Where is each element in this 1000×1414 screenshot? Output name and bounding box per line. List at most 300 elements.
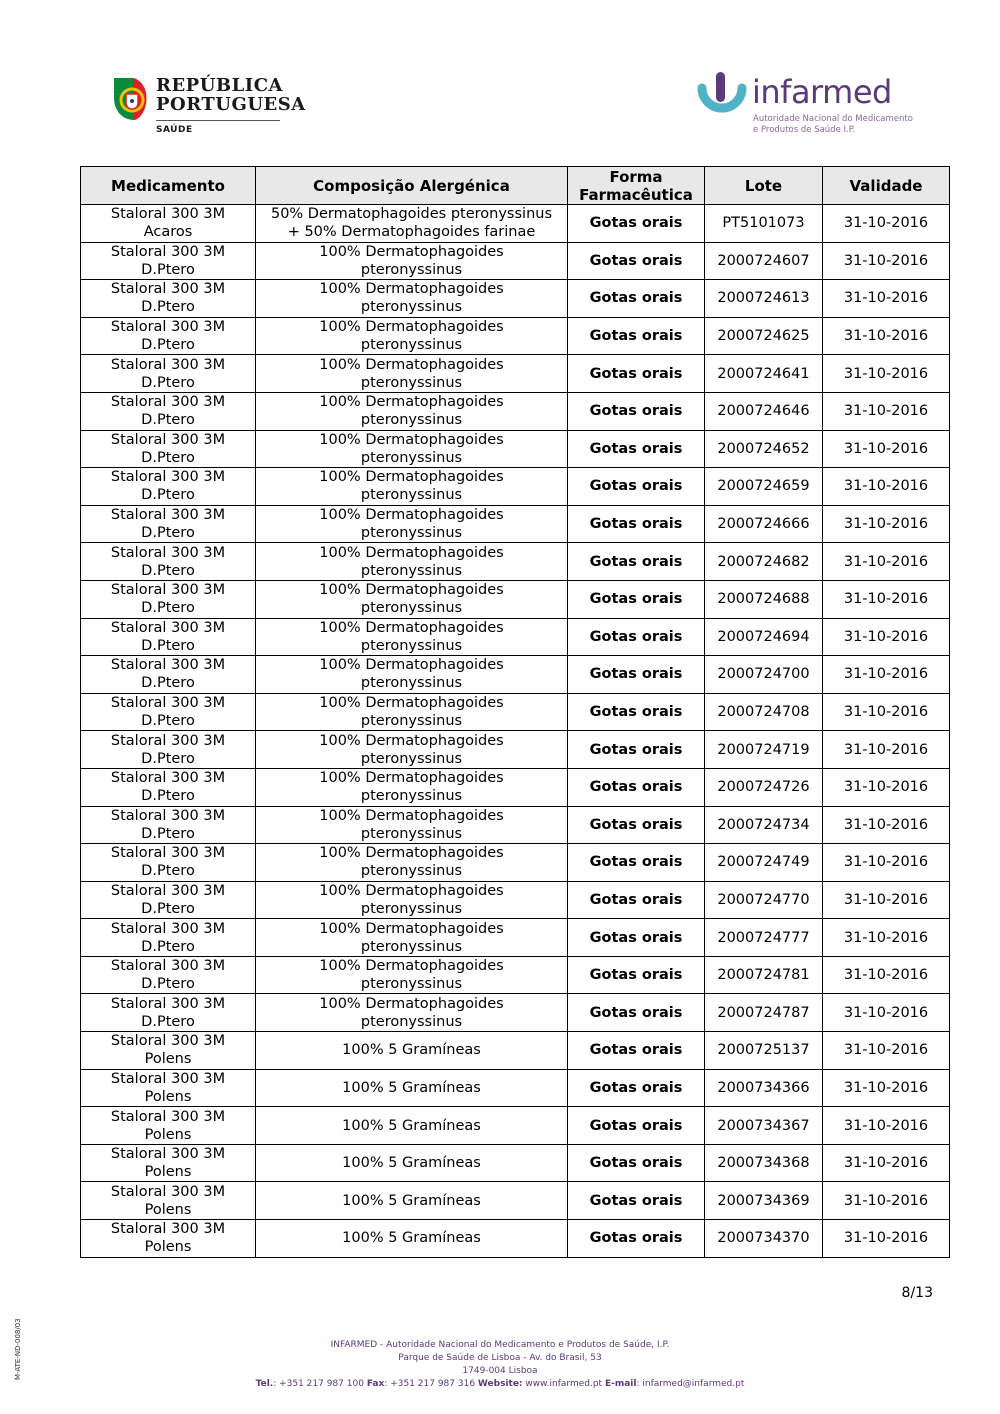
cell-medicamento-line: D.Ptero [141, 1013, 195, 1030]
cell-validade: 31-10-2016 [823, 1182, 950, 1220]
cell-forma: Gotas orais [568, 618, 705, 656]
cell-medicamento-line: Acaros [143, 224, 193, 241]
cell-lote: 2000734368 [705, 1144, 823, 1182]
cell-lote: 2000724708 [705, 693, 823, 731]
cell-medicamento [81, 1069, 256, 1107]
cell-lote: 2000734370 [705, 1220, 823, 1258]
cell-medicamento-line: Staloral 300 3M [110, 1108, 226, 1125]
cell-medicamento-line: D.Ptero [141, 750, 195, 767]
cell-validade: 31-10-2016 [823, 280, 950, 318]
cell-composicao [256, 242, 568, 280]
cell-composicao-line: pteronyssinus [360, 675, 463, 692]
cell-medicamento-line: Staloral 300 3M [110, 995, 226, 1012]
cell-composicao-line: pteronyssinus [360, 1013, 463, 1030]
cell-medicamento [81, 468, 256, 506]
fax-value: : +351 217 987 316 [384, 1379, 476, 1389]
table-row [81, 392, 950, 430]
cell-composicao-line: 100% Dermatophagoides [319, 469, 504, 486]
cell-medicamento-line: D.Ptero [141, 261, 195, 278]
cell-composicao-line: pteronyssinus [360, 900, 463, 917]
cell-composicao-line: pteronyssinus [360, 637, 463, 654]
cell-medicamento [81, 1032, 256, 1070]
cell-validade: 31-10-2016 [823, 355, 950, 393]
cell-medicamento [81, 994, 256, 1032]
cell-validade: 31-10-2016 [823, 956, 950, 994]
cell-medicamento-line: Staloral 300 3M [110, 356, 226, 373]
cell-composicao [256, 956, 568, 994]
cell-composicao-line: 100% Dermatophagoides [319, 882, 504, 899]
cell-composicao [256, 1032, 568, 1070]
cell-composicao-line: pteronyssinus [360, 487, 463, 504]
cell-validade: 31-10-2016 [823, 768, 950, 806]
table-row [81, 1032, 950, 1070]
cell-composicao [256, 205, 568, 243]
cell-validade: 31-10-2016 [823, 580, 950, 618]
cell-composicao-line: 100% Dermatophagoides [319, 356, 504, 373]
cell-medicamento-line: D.Ptero [141, 675, 195, 692]
table-row [81, 1220, 950, 1258]
website-label: Website: [477, 1379, 523, 1389]
cell-lote: 2000724781 [705, 956, 823, 994]
cell-composicao-line: 100% Dermatophagoides [319, 732, 504, 749]
cell-medicamento [81, 430, 256, 468]
cell-composicao-line: pteronyssinus [360, 337, 463, 354]
email-label: E-mail [604, 1379, 637, 1389]
cell-composicao-line: 100% 5 Gramíneas [342, 1230, 481, 1247]
table-row [81, 317, 950, 355]
cell-lote: PT5101073 [705, 205, 823, 243]
cell-composicao-line: 100% Dermatophagoides [319, 243, 504, 260]
table-row [81, 768, 950, 806]
cell-composicao-line: pteronyssinus [360, 299, 463, 316]
fax-label: Fax [366, 1379, 385, 1389]
cell-medicamento-line: Staloral 300 3M [110, 619, 226, 636]
cell-lote: 2000724646 [705, 392, 823, 430]
cell-forma: Gotas orais [568, 656, 705, 694]
table-row [81, 881, 950, 919]
cell-composicao [256, 1107, 568, 1145]
table-row [81, 280, 950, 318]
footer-line3: 1749-004 Lisboa [462, 1366, 538, 1376]
cell-medicamento-line: Staloral 300 3M [110, 243, 226, 260]
cell-validade: 31-10-2016 [823, 392, 950, 430]
cell-medicamento [81, 205, 256, 243]
rp-line2: PORTUGUESA [156, 94, 306, 115]
cell-composicao-line: 100% Dermatophagoides [319, 619, 504, 636]
cell-validade: 31-10-2016 [823, 919, 950, 957]
cell-forma: Gotas orais [568, 430, 705, 468]
footer-line1: INFARMED - Autoridade Nacional do Medicamento e Produtos de Saúde, I.P. [330, 1340, 670, 1350]
lots-table [80, 166, 950, 1258]
cell-medicamento-line: Staloral 300 3M [110, 1146, 226, 1163]
cell-composicao-line: 50% Dermatophagoides pteronyssinus [270, 206, 553, 223]
cell-medicamento [81, 355, 256, 393]
cell-lote: 2000724777 [705, 919, 823, 957]
tel-label: Tel. [255, 1379, 274, 1389]
cell-composicao [256, 543, 568, 581]
table-row [81, 580, 950, 618]
cell-lote: 2000734369 [705, 1182, 823, 1220]
cell-forma: Gotas orais [568, 242, 705, 280]
cell-medicamento [81, 693, 256, 731]
cell-composicao [256, 280, 568, 318]
table-row [81, 355, 950, 393]
cell-lote: 2000724749 [705, 844, 823, 882]
cell-composicao-line: pteronyssinus [360, 976, 463, 993]
cell-medicamento-line: Staloral 300 3M [110, 1183, 226, 1200]
cell-validade: 31-10-2016 [823, 618, 950, 656]
cell-composicao [256, 1182, 568, 1220]
cell-lote: 2000724652 [705, 430, 823, 468]
cell-composicao [256, 430, 568, 468]
cell-composicao-line: 100% Dermatophagoides [319, 995, 504, 1012]
table-row [81, 1107, 950, 1145]
footer-line2: Parque de Saúde de Lisboa - Av. do Brasil, 53 [398, 1353, 602, 1363]
cell-composicao-line: 100% Dermatophagoides [319, 507, 504, 524]
cell-forma: Gotas orais [568, 317, 705, 355]
table-row [81, 844, 950, 882]
cell-medicamento-line: Staloral 300 3M [110, 770, 226, 787]
cell-composicao-line: pteronyssinus [360, 938, 463, 955]
cell-validade: 31-10-2016 [823, 1107, 950, 1145]
table-row [81, 919, 950, 957]
cell-lote: 2000724734 [705, 806, 823, 844]
cell-medicamento-line: Polens [144, 1239, 192, 1256]
header-validade: Validade [823, 167, 950, 205]
cell-composicao-line: pteronyssinus [360, 261, 463, 278]
cell-forma: Gotas orais [568, 543, 705, 581]
infarmed-logo [696, 70, 913, 140]
page-number: 8/13 [901, 1285, 933, 1301]
cell-medicamento-line: D.Ptero [141, 299, 195, 316]
cell-composicao-line: pteronyssinus [360, 412, 463, 429]
cell-forma: Gotas orais [568, 806, 705, 844]
cell-composicao-line: 100% 5 Gramíneas [342, 1117, 481, 1134]
rp-subtitle: SAÚDE [156, 125, 193, 135]
cell-medicamento-line: Staloral 300 3M [110, 657, 226, 674]
cell-composicao-line: 100% Dermatophagoides [319, 582, 504, 599]
cell-composicao [256, 768, 568, 806]
cell-lote: 2000724666 [705, 505, 823, 543]
cell-medicamento-line: Polens [144, 1126, 192, 1143]
cell-medicamento-line: Staloral 300 3M [110, 206, 226, 223]
cell-medicamento-line: Staloral 300 3M [110, 882, 226, 899]
cell-composicao-line: 100% Dermatophagoides [319, 920, 504, 937]
cell-medicamento [81, 1107, 256, 1145]
cell-composicao-line: + 50% Dermatophagoides farinae [287, 224, 536, 241]
cell-validade: 31-10-2016 [823, 430, 950, 468]
cell-composicao [256, 881, 568, 919]
cell-medicamento [81, 768, 256, 806]
table-row [81, 1069, 950, 1107]
table-row [81, 693, 950, 731]
cell-medicamento-line: Polens [144, 1051, 192, 1068]
cell-composicao-line: pteronyssinus [360, 374, 463, 391]
cell-composicao-line: 100% 5 Gramíneas [342, 1192, 481, 1209]
cell-lote: 2000724719 [705, 731, 823, 769]
cell-composicao-line: pteronyssinus [360, 449, 463, 466]
cell-composicao-line: 100% 5 Gramíneas [342, 1079, 481, 1096]
infarmed-tagline-2: e Produtos de Saúde I.P. [753, 125, 856, 135]
cell-lote: 2000725137 [705, 1032, 823, 1070]
cell-forma: Gotas orais [568, 693, 705, 731]
cell-medicamento-line: D.Ptero [141, 600, 195, 617]
header-composicao: Composição Alergénica [256, 167, 568, 205]
cell-medicamento-line: D.Ptero [141, 337, 195, 354]
cell-forma: Gotas orais [568, 1107, 705, 1145]
infarmed-tagline-1: Autoridade Nacional do Medicamento [753, 114, 913, 124]
cell-medicamento [81, 1144, 256, 1182]
cell-composicao [256, 1069, 568, 1107]
footer-contacts [0, 1378, 1000, 1391]
cell-medicamento-line: Staloral 300 3M [110, 469, 226, 486]
cell-composicao-line: pteronyssinus [360, 562, 463, 579]
cell-medicamento [81, 392, 256, 430]
cell-forma: Gotas orais [568, 1182, 705, 1220]
cell-composicao-line: 100% Dermatophagoides [319, 695, 504, 712]
cell-composicao [256, 1220, 568, 1258]
cell-forma: Gotas orais [568, 1144, 705, 1182]
cell-composicao-line: 100% Dermatophagoides [319, 807, 504, 824]
cell-lote: 2000724688 [705, 580, 823, 618]
cell-validade: 31-10-2016 [823, 994, 950, 1032]
cell-validade: 31-10-2016 [823, 656, 950, 694]
cell-validade: 31-10-2016 [823, 1069, 950, 1107]
cell-lote: 2000724659 [705, 468, 823, 506]
cell-lote: 2000724694 [705, 618, 823, 656]
cell-medicamento-line: D.Ptero [141, 525, 195, 542]
cell-lote: 2000724641 [705, 355, 823, 393]
cell-medicamento-line: Staloral 300 3M [110, 920, 226, 937]
cell-medicamento-line: Staloral 300 3M [110, 1221, 226, 1238]
cell-composicao [256, 656, 568, 694]
cell-medicamento [81, 806, 256, 844]
cell-composicao [256, 994, 568, 1032]
cell-composicao [256, 693, 568, 731]
cell-lote: 2000734367 [705, 1107, 823, 1145]
cell-composicao [256, 731, 568, 769]
table-row [81, 1144, 950, 1182]
cell-lote: 2000724607 [705, 242, 823, 280]
document-code: M-ATE-ND-008/03 [14, 1318, 22, 1380]
cell-lote: 2000724770 [705, 881, 823, 919]
rp-divider [156, 120, 280, 121]
cell-composicao [256, 919, 568, 957]
cell-validade: 31-10-2016 [823, 317, 950, 355]
cell-forma: Gotas orais [568, 1069, 705, 1107]
cell-composicao-line: 100% Dermatophagoides [319, 544, 504, 561]
cell-medicamento-line: Staloral 300 3M [110, 695, 226, 712]
cell-medicamento-line: D.Ptero [141, 449, 195, 466]
header-lote: Lote [705, 167, 823, 205]
table-row [81, 543, 950, 581]
cell-medicamento-line: Staloral 300 3M [110, 582, 226, 599]
cell-composicao-line: 100% Dermatophagoides [319, 657, 504, 674]
rp-line1: REPÚBLICA [156, 75, 283, 96]
cell-medicamento-line: Staloral 300 3M [110, 807, 226, 824]
table-header-row [81, 167, 950, 205]
cell-medicamento [81, 1182, 256, 1220]
cell-validade: 31-10-2016 [823, 242, 950, 280]
infarmed-mark-icon [696, 70, 748, 122]
cell-medicamento [81, 543, 256, 581]
cell-medicamento-line: D.Ptero [141, 487, 195, 504]
cell-medicamento-line: Staloral 300 3M [110, 845, 226, 862]
table-row [81, 468, 950, 506]
table-row [81, 806, 950, 844]
cell-forma: Gotas orais [568, 1032, 705, 1070]
cell-forma: Gotas orais [568, 392, 705, 430]
republica-portuguesa-logo [110, 72, 306, 142]
cell-lote: 2000724682 [705, 543, 823, 581]
cell-medicamento [81, 1220, 256, 1258]
table-row [81, 430, 950, 468]
cell-composicao-line: 100% Dermatophagoides [319, 431, 504, 448]
table-row [81, 505, 950, 543]
cell-validade: 31-10-2016 [823, 205, 950, 243]
cell-medicamento-line: Staloral 300 3M [110, 431, 226, 448]
cell-forma: Gotas orais [568, 881, 705, 919]
cell-forma: Gotas orais [568, 994, 705, 1032]
cell-validade: 31-10-2016 [823, 1032, 950, 1070]
table-row [81, 242, 950, 280]
cell-forma: Gotas orais [568, 731, 705, 769]
cell-validade: 31-10-2016 [823, 731, 950, 769]
cell-medicamento-line: Staloral 300 3M [110, 507, 226, 524]
cell-lote: 2000724700 [705, 656, 823, 694]
cell-medicamento-line: D.Ptero [141, 374, 195, 391]
cell-validade: 31-10-2016 [823, 468, 950, 506]
cell-composicao-line: pteronyssinus [360, 713, 463, 730]
cell-medicamento [81, 242, 256, 280]
cell-medicamento [81, 844, 256, 882]
coat-of-arms-icon [110, 76, 150, 122]
email-link[interactable]: : infarmed@infarmed.pt [636, 1379, 745, 1389]
cell-forma: Gotas orais [568, 505, 705, 543]
cell-medicamento-line: Staloral 300 3M [110, 319, 226, 336]
cell-composicao [256, 1144, 568, 1182]
table-row [81, 205, 950, 243]
cell-forma: Gotas orais [568, 580, 705, 618]
cell-medicamento [81, 580, 256, 618]
cell-composicao [256, 317, 568, 355]
cell-validade: 31-10-2016 [823, 806, 950, 844]
cell-medicamento-line: Staloral 300 3M [110, 958, 226, 975]
cell-medicamento [81, 505, 256, 543]
cell-medicamento-line: D.Ptero [141, 938, 195, 955]
cell-lote: 2000724613 [705, 280, 823, 318]
cell-medicamento-line: Polens [144, 1164, 192, 1181]
cell-forma: Gotas orais [568, 468, 705, 506]
cell-medicamento-line: D.Ptero [141, 562, 195, 579]
cell-composicao-line: 100% Dermatophagoides [319, 319, 504, 336]
cell-forma: Gotas orais [568, 280, 705, 318]
cell-forma: Gotas orais [568, 205, 705, 243]
cell-composicao-line: 100% 5 Gramíneas [342, 1155, 481, 1172]
cell-medicamento-line: Staloral 300 3M [110, 1033, 226, 1050]
cell-composicao-line: pteronyssinus [360, 788, 463, 805]
cell-medicamento-line: Staloral 300 3M [110, 281, 226, 298]
cell-medicamento [81, 317, 256, 355]
cell-medicamento-line: Polens [144, 1201, 192, 1218]
cell-composicao-line: 100% Dermatophagoides [319, 770, 504, 787]
infarmed-wordmark: infarmed [752, 73, 892, 111]
cell-validade: 31-10-2016 [823, 543, 950, 581]
footer [0, 1339, 1000, 1391]
cell-composicao-line: 100% 5 Gramíneas [342, 1042, 481, 1059]
table-row [81, 618, 950, 656]
cell-medicamento-line: D.Ptero [141, 713, 195, 730]
table-row [81, 1182, 950, 1220]
cell-medicamento-line: D.Ptero [141, 788, 195, 805]
cell-validade: 31-10-2016 [823, 1144, 950, 1182]
cell-medicamento [81, 656, 256, 694]
cell-forma: Gotas orais [568, 768, 705, 806]
cell-composicao [256, 844, 568, 882]
header-forma: Forma Farmacêutica [568, 167, 705, 205]
table-row [81, 731, 950, 769]
cell-medicamento [81, 919, 256, 957]
cell-composicao [256, 468, 568, 506]
cell-validade: 31-10-2016 [823, 844, 950, 882]
cell-lote: 2000724726 [705, 768, 823, 806]
website-link[interactable]: www.infarmed.pt [525, 1379, 603, 1389]
cell-composicao-line: pteronyssinus [360, 863, 463, 880]
cell-medicamento-line: D.Ptero [141, 900, 195, 917]
cell-medicamento-line: Staloral 300 3M [110, 394, 226, 411]
cell-composicao-line: pteronyssinus [360, 525, 463, 542]
cell-lote: 2000724787 [705, 994, 823, 1032]
cell-composicao-line: pteronyssinus [360, 825, 463, 842]
cell-forma: Gotas orais [568, 1220, 705, 1258]
tel-value: : +351 217 987 100 [273, 1379, 364, 1389]
cell-medicamento-line: D.Ptero [141, 863, 195, 880]
cell-composicao-line: pteronyssinus [360, 600, 463, 617]
cell-medicamento-line: Staloral 300 3M [110, 732, 226, 749]
cell-medicamento-line: Staloral 300 3M [110, 1070, 226, 1087]
cell-medicamento [81, 956, 256, 994]
cell-medicamento [81, 881, 256, 919]
cell-medicamento-line: Polens [144, 1088, 192, 1105]
cell-composicao [256, 505, 568, 543]
cell-medicamento-line: D.Ptero [141, 825, 195, 842]
cell-composicao-line: 100% Dermatophagoides [319, 281, 504, 298]
cell-composicao [256, 580, 568, 618]
cell-composicao [256, 355, 568, 393]
cell-forma: Gotas orais [568, 956, 705, 994]
cell-composicao-line: 100% Dermatophagoides [319, 958, 504, 975]
cell-composicao [256, 392, 568, 430]
cell-composicao [256, 806, 568, 844]
table-body [81, 205, 950, 1258]
cell-validade: 31-10-2016 [823, 693, 950, 731]
cell-medicamento-line: D.Ptero [141, 412, 195, 429]
cell-medicamento [81, 618, 256, 656]
cell-medicamento-line: D.Ptero [141, 976, 195, 993]
cell-forma: Gotas orais [568, 844, 705, 882]
cell-forma: Gotas orais [568, 355, 705, 393]
table-row [81, 994, 950, 1032]
header-medicamento: Medicamento [81, 167, 256, 205]
cell-lote: 2000734366 [705, 1069, 823, 1107]
table-row [81, 956, 950, 994]
cell-composicao-line: 100% Dermatophagoides [319, 845, 504, 862]
cell-medicamento-line: D.Ptero [141, 637, 195, 654]
cell-lote: 2000724625 [705, 317, 823, 355]
cell-forma: Gotas orais [568, 919, 705, 957]
cell-validade: 31-10-2016 [823, 881, 950, 919]
cell-medicamento-line: Staloral 300 3M [110, 544, 226, 561]
